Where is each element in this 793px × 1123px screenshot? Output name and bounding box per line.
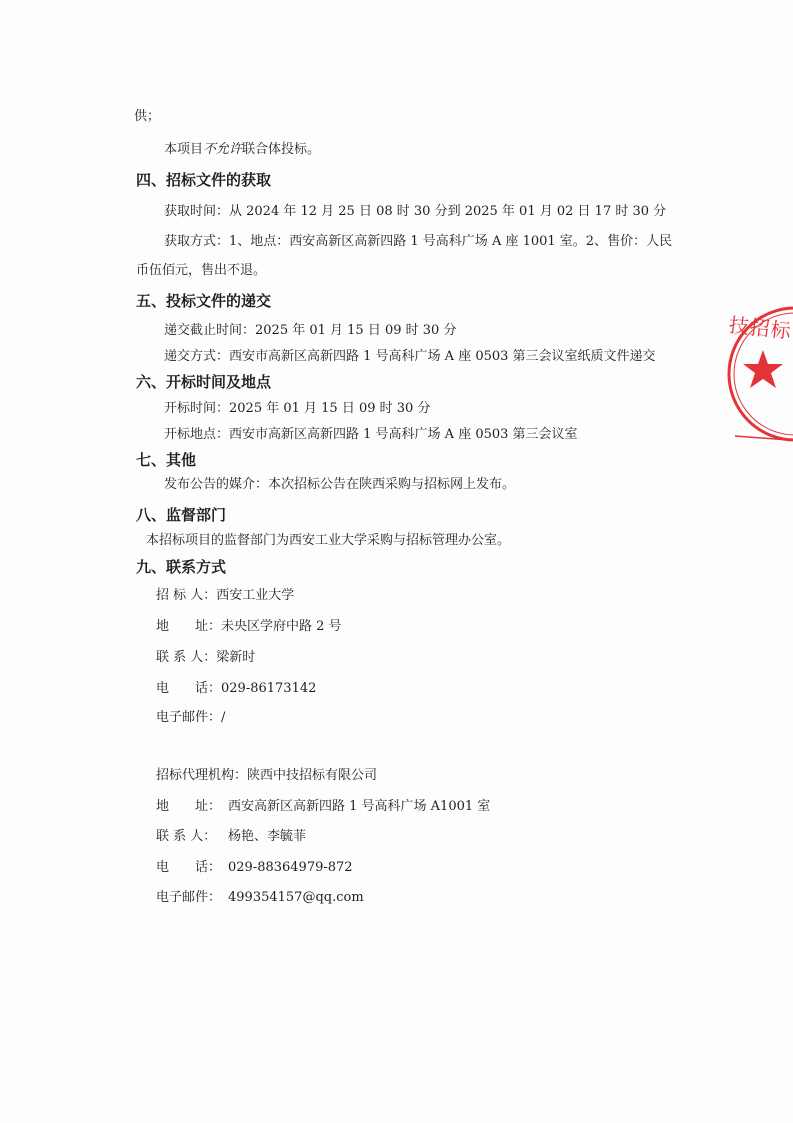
- opening-place: 开标地点：西安市高新区高新四路 1 号高科广场 A 座 0503 第三会议室: [164, 427, 578, 442]
- consortium-prefix: 本项目: [164, 142, 204, 157]
- consortium-statement: [164, 141, 320, 159]
- buyer-address-row: [156, 618, 342, 636]
- buyer-contact-row: [156, 649, 255, 667]
- agent-email-label: 电子邮件：: [156, 890, 222, 905]
- agent-phone-label: 电 话：: [156, 860, 222, 875]
- submit-method: 递交方式：西安市高新区高新四路 1 号高科广场 A 座 0503 第三会议室纸质文件递交: [164, 349, 656, 364]
- publish-media: 发布公告的媒介：本次招标公告在陕西采购与招标网上发布。: [164, 477, 516, 492]
- agent-contact-label: 联 系 人：: [156, 829, 217, 844]
- agent-contact: 杨艳、李毓菲: [228, 829, 307, 844]
- buyer-email-row: [156, 709, 225, 727]
- agent-email: 499354157@qq.com: [228, 890, 364, 905]
- buyer-contact: 梁新时: [216, 650, 256, 665]
- buyer-address: 未央区学府中路 2 号: [221, 619, 342, 634]
- buyer-contact-label: 联 系 人：: [156, 650, 217, 665]
- buyer-phone: 029-86173142: [221, 681, 317, 696]
- supervision-dept: 本招标项目的监督部门为西安工业大学采购与招标管理办公室。: [146, 533, 511, 548]
- agent-address: 西安高新区高新四路 1 号高科广场 A1001 室: [228, 799, 491, 814]
- agent-phone-row: [156, 859, 353, 877]
- company-seal: [723, 296, 793, 456]
- agent-name: 陕西中技招标有限公司: [247, 768, 378, 783]
- section-heading-6: 六、开标时间及地点: [136, 373, 272, 391]
- section-heading-7: 七、其他: [136, 451, 197, 469]
- buyer-phone-row: [156, 680, 316, 698]
- continuation-text: 供；: [134, 109, 161, 124]
- consortium-emphasis: 不允许: [203, 142, 243, 157]
- section-heading-5: 五、投标文件的递交: [136, 292, 272, 310]
- obtain-method: 获取方式：1、地点：西安高新区高新四路 1 号高科广场 A 座 1001 室。2、售价：人民: [164, 234, 673, 249]
- buyer-email: /: [221, 710, 226, 725]
- agent-name-row: [156, 767, 377, 785]
- consortium-suffix: 联合体投标。: [242, 142, 321, 157]
- agent-name-label: 招标代理机构：: [156, 768, 248, 783]
- buyer-name-label: 招 标 人：: [156, 588, 217, 603]
- buyer-email-label: 电子邮件：: [156, 710, 222, 725]
- opening-time: 开标时间：2025 年 01 月 15 日 09 时 30 分: [164, 401, 431, 416]
- agent-address-row: [156, 798, 490, 816]
- obtain-time: 获取时间：从 2024 年 12 月 25 日 08 时 30 分到 2025 年 01 月 02 日 17 时 30 分: [164, 204, 667, 219]
- section-heading-9: 九、联系方式: [136, 558, 227, 576]
- agent-email-row: [156, 889, 364, 907]
- seal-text: 技招标: [727, 312, 793, 344]
- section-heading-8: 八、监督部门: [136, 506, 227, 524]
- agent-contact-row: [156, 828, 306, 846]
- seal-star-icon: [743, 350, 783, 388]
- agent-phone: 029-88364979-872: [228, 860, 353, 875]
- buyer-phone-label: 电 话：: [156, 681, 222, 696]
- agent-address-label: 地 址：: [156, 799, 222, 814]
- section-heading-4: 四、招标文件的获取: [136, 171, 272, 189]
- obtain-method-cont: 币伍佰元，售出不退。: [136, 263, 267, 278]
- buyer-name: 西安工业大学: [216, 588, 295, 603]
- submit-deadline: 递交截止时间：2025 年 01 月 15 日 09 时 30 分: [164, 323, 457, 338]
- buyer-name-row: [156, 587, 294, 605]
- buyer-address-label: 地 址：: [156, 619, 222, 634]
